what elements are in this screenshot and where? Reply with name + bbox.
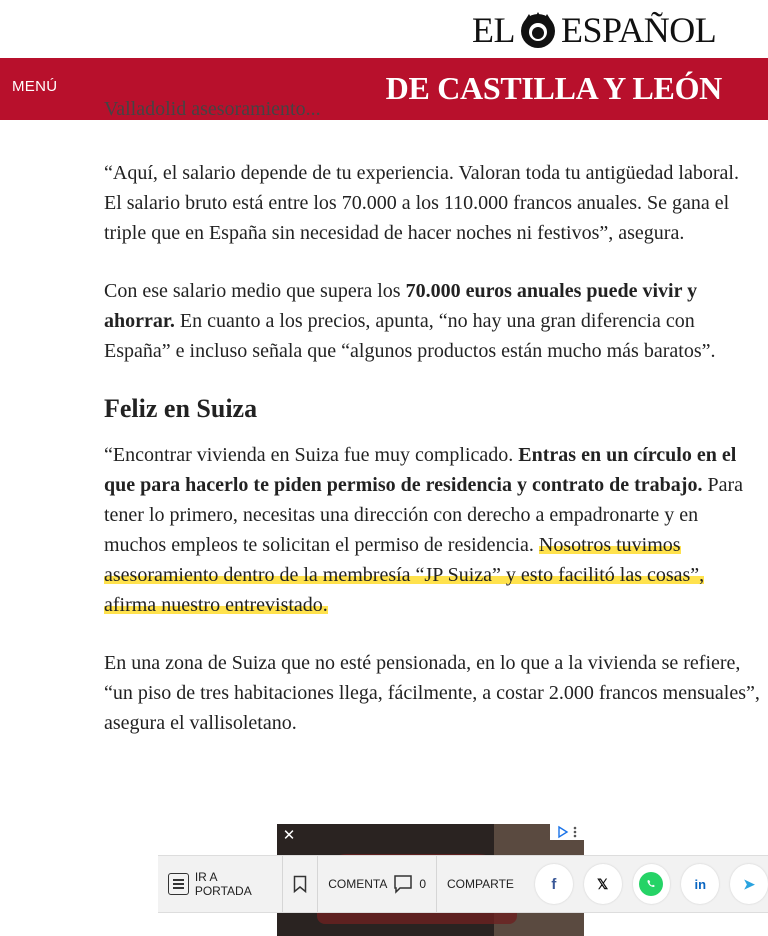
top-header bbox=[0, 0, 768, 58]
section-title[interactable]: DE CASTILLA Y LEÓN bbox=[385, 70, 722, 106]
facebook-share-button[interactable] bbox=[535, 864, 573, 904]
paragraph: “Encontrar vivienda en Suiza fue muy complicado. Entras en un círculo en el que para hacerlo te piden permiso de residencia y contrato de trabajo. Para tener lo primero, necesitas una dirección con derecho a empadronarte y en muchos empleos te solicitan el permiso de residencia. Nosotros tuvimos asesoramiento dentro de la membresía “JP Suiza” y esto facilitó las cosas”, afirma nuestro entrevistado. bbox=[104, 444, 744, 616]
home-button[interactable] bbox=[158, 856, 283, 912]
menu-button[interactable]: MENÚ bbox=[12, 78, 58, 95]
bold-text: 70.000 euros anuales puede vivir y ahorrar. bbox=[104, 280, 698, 332]
home-label: IR A PORTADA bbox=[194, 870, 252, 898]
highlighted-text: Nosotros tuvimos asesoramiento dentro de la membresía “JP Suiza” y esto facilitó las cosas”, afirma nuestro entrevistado. bbox=[104, 534, 705, 616]
logo-text-right: ESPAÑOL bbox=[560, 10, 717, 50]
home-page-icon bbox=[168, 873, 189, 895]
linkedin-icon: in bbox=[694, 876, 707, 892]
ad-choices-icon bbox=[557, 826, 569, 838]
paragraph: En una zona de Suiza que no esté pensionada, en lo que a la vivienda se refiere, “un piso de tres habitaciones llega, fácilmente, a costar 2.000 francos mensuales”, asegura el vallisoletano. bbox=[104, 652, 760, 734]
paragraph: “Aquí, el salario depende de tu experiencia. Valoran toda tu antigüedad laboral. El salario bruto está entre los 70.000 a los 110.000 francos anuales. Se gana el triple que en España sin necesidad de hacer noches ni festivos”, asegura. bbox=[104, 162, 739, 244]
bookmark-button[interactable] bbox=[283, 856, 318, 912]
comment-label: COMENTA bbox=[328, 877, 388, 891]
ad-close-icon[interactable]: ✕ bbox=[282, 826, 296, 844]
cut-off-line: Valladolid asesoramiento... bbox=[104, 98, 321, 120]
x-share-button[interactable] bbox=[584, 864, 622, 904]
telegram-icon: ➤ bbox=[743, 875, 755, 892]
whatsapp-icon bbox=[639, 872, 663, 896]
linkedin-share-button[interactable] bbox=[681, 864, 719, 904]
ad-info-icon[interactable] bbox=[550, 824, 584, 840]
share-section bbox=[437, 856, 524, 912]
facebook-icon: f bbox=[551, 875, 557, 893]
paragraph: Con ese salario medio que supera los 70.000 euros anuales puede vivir y ahorrar. En cuanto a los precios, apunta, “no hay una gran diferencia con España” e incluso señala que “algunos productos están mucho más baratos”. bbox=[104, 280, 716, 362]
action-toolbar bbox=[158, 855, 768, 913]
site-logo[interactable] bbox=[472, 8, 716, 52]
section-heading: Feliz en Suiza bbox=[104, 394, 258, 423]
bookmark-icon bbox=[293, 875, 307, 893]
comment-icon bbox=[393, 874, 413, 894]
comment-count: 0 bbox=[419, 877, 427, 891]
x-icon: 𝕏 bbox=[597, 875, 609, 892]
lion-logo-icon bbox=[518, 10, 558, 50]
bold-text: Entras en un círculo en el que para hacerlo te piden permiso de residencia y contrato de trabajo. bbox=[104, 444, 737, 496]
more-options-icon bbox=[573, 826, 577, 838]
article-body bbox=[104, 98, 760, 766]
share-label: COMPARTE bbox=[447, 877, 514, 891]
comment-button[interactable] bbox=[318, 856, 437, 912]
logo-text-left: EL bbox=[472, 10, 515, 50]
whatsapp-share-button[interactable] bbox=[633, 864, 671, 904]
telegram-share-button[interactable] bbox=[730, 864, 768, 904]
